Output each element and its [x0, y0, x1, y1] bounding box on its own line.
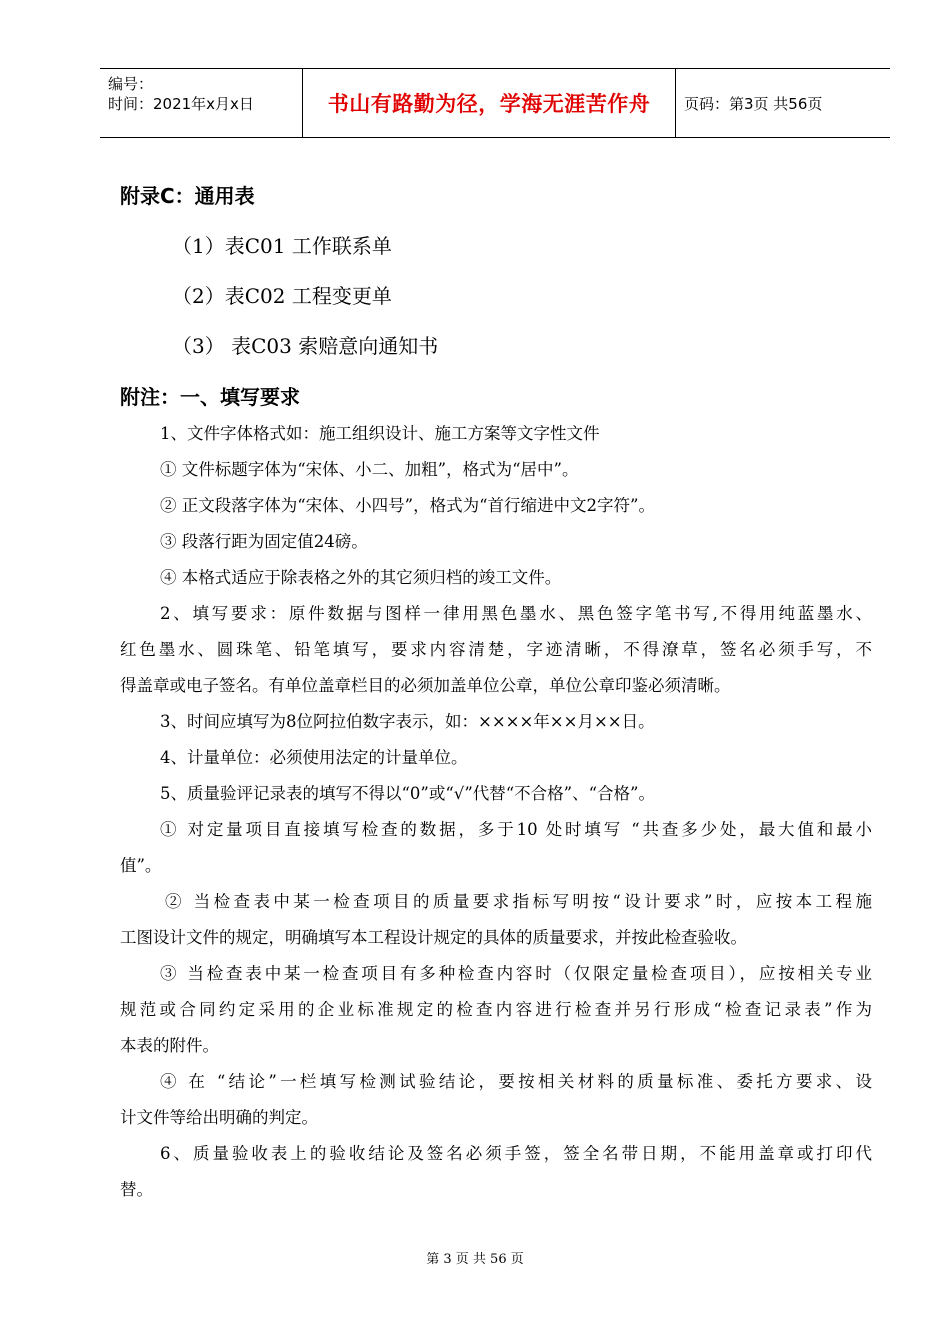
appendix-item-c02: （2）表C02 工程变更单: [172, 284, 392, 308]
note-line: ④ 在 “结论”一栏填写检测试验结论，要按相关材料的质量标准、委托方要求、设: [160, 1072, 872, 1091]
document-number-label: 编号：: [108, 75, 154, 93]
note-line: 4、计量单位：必须使用法定的计量单位。: [160, 748, 468, 767]
header-right-cell: [676, 69, 890, 137]
notes-title: 附注：一、填写要求: [120, 385, 300, 409]
header-motto-cell: [303, 69, 676, 137]
header-page-code: 页码：第3页 共56页: [684, 94, 823, 113]
document-time: 时间：2021年x月x日: [108, 95, 254, 113]
note-line: ② 当检查表中某一检查项目的质量要求指标写明按“设计要求”时，应按本工程施: [165, 892, 872, 911]
note-line: 6、质量验收表上的验收结论及签名必须手签，签全名带日期，不能用盖章或打印代: [160, 1144, 872, 1163]
note-line: 得盖章或电子签名。有单位盖章栏目的必须加盖单位公章，单位公章印鉴必须清晰。: [120, 676, 731, 695]
page-header: [100, 68, 890, 138]
appendix-item-c03: （3） 表C03 索赔意向通知书: [172, 334, 439, 358]
note-line: 替。: [120, 1180, 153, 1199]
page-footer-number: 第 3 页 共 56 页: [426, 1252, 524, 1267]
note-line: 2、填写要求：原件数据与图样一律用黑色墨水、黑色签字笔书写,不得用纯蓝墨水、: [160, 604, 872, 623]
note-line: 值”。: [120, 856, 162, 875]
appendix-item-c01: （1）表C01 工作联系单: [172, 234, 392, 258]
header-motto: 书山有路勤为径，学海无涯苦作舟: [327, 92, 651, 116]
note-line: 本表的附件。: [120, 1036, 219, 1055]
note-line: 工图设计文件的规定，明确填写本工程设计规定的具体的质量要求，并按此检查验收。: [120, 928, 747, 947]
note-line: ② 正文段落字体为“宋体、小四号”，格式为“首行缩进中文2字符”。: [160, 496, 655, 515]
appendix-title: 附录C：通用表: [120, 184, 255, 208]
note-line: ① 文件标题字体为“宋体、小二、加粗”，格式为“居中”。: [160, 460, 579, 479]
note-line: 3、时间应填写为8位阿拉伯数字表示，如：××××年××月××日。: [160, 712, 655, 731]
note-line: 1、文件字体格式如：施工组织设计、施工方案等文字性文件: [160, 424, 600, 443]
note-line: ③ 当检查表中某一检查项目有多种检查内容时（仅限定量检查项目），应按相关专业: [160, 964, 872, 983]
note-line: ③ 段落行距为固定值24磅。: [160, 532, 368, 551]
header-left-cell: [100, 69, 303, 137]
note-line: 规范或合同约定采用的企业标准规定的检查内容进行检查并另行形成“检查记录表”作为: [120, 1000, 872, 1019]
note-line: ④ 本格式适应于除表格之外的其它须归档的竣工文件。: [160, 568, 562, 587]
note-line: 计文件等给出明确的判定。: [120, 1108, 318, 1127]
note-line: 红色墨水、圆珠笔、铅笔填写，要求内容清楚，字迹清晰，不得潦草，签名必须手写，不: [120, 640, 872, 659]
note-line: 5、质量验评记录表的填写不得以“0”或“√”代替“不合格”、“合格”。: [160, 784, 655, 803]
note-line: ① 对定量项目直接填写检查的数据，多于10 处时填写 “共查多少处，最大值和最小: [160, 820, 872, 839]
